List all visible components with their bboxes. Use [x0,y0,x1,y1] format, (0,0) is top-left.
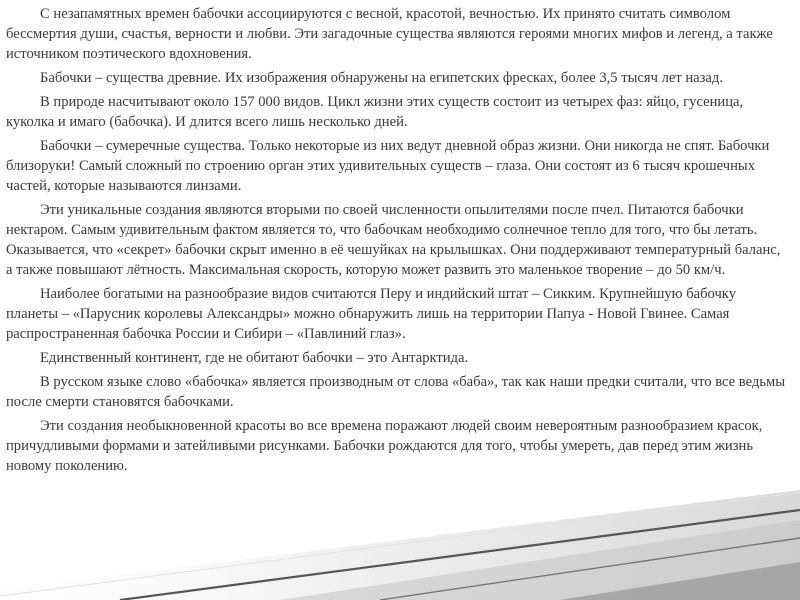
paragraph-4: Бабочки – сумеречные существа. Только некоторые из них ведут дневной образ жизни. Они никогда не спят. Бабочки близоруки! Самый сложный по строению орган этих удивительных существ – глаза. Они состоят из 6 тысяч крошечных частей, которые называются линзами. [6,137,770,195]
corner-light-band [0,490,800,600]
corner-dark-wedge [560,562,800,600]
corner-line-light [0,492,800,596]
body-text [6,4,790,480]
corner-line-mid [380,538,800,600]
paragraph-1: С незапамятных времен бабочки ассоциируются с весной, красотой, вечностью. Их принято считать символом бессмертия души, счастья, верности и любви. Эти загадочные существа являются героями многих мифов и легенд, а также источником поэтического вдохновения. [6,6,773,63]
paragraph-8: В русском языке слово «бабочка» является производным от слова «баба», так как наши предки считали, что все ведьмы после смерти становятся бабочками. [6,374,786,411]
paragraph-3: В природе насчитывают около 157 000 видов. Цикл жизни этих существ состоит из четырех фаз: яйцо, гусеница, куколка и имаго (бабочка). И длится всего лишь несколько дней. [6,93,744,131]
corner-mid-band [280,520,800,600]
paragraph-6: Наиболее богатыми на разнообразие видов считаются Перу и индийский штат – Сикким. Крупнейшую бабочку планеты – «Парусник королевы Александры» можно обнаружить лишь на территории Папуа - Новой Гвинее. Самая распространенная бабочка России и Сибири – «Павлиний глаз». [6,286,736,343]
paragraph-7: Единственный континент, где не обитают бабочки – это Антарктида. [40,350,469,367]
paragraph-2: Бабочки – существа древние. Их изображения обнаружены на египетских фресках, более 3,5 тысяч лет назад. [40,70,723,87]
paragraph-5: Эти уникальные создания являются вторыми по своей численности опылителями после пчел. Питаются бабочки нектаром. Самым удивительным фактом является то, что бабочкам необходимо солнечное тепло для того, что бы летать. Оказывается, что «секрет» бабочки скрыт именно в её чешуйках на крылышках. Они поддерживают температурный баланс, а также повышают лётность. Максимальная скорость, которую может развить это маленькое творение – до 50 км/ч. [6,202,781,279]
corner-line-dark [120,510,800,600]
paragraph-9: Эти создания необыкновенной красоты во все времена поражают людей своим невероятным разнообразием красок, причудливыми формами и затейливыми рисунками. Бабочки рождаются для того, чтобы умереть, дав перед этим жизнь новому поколению. [6,418,763,475]
